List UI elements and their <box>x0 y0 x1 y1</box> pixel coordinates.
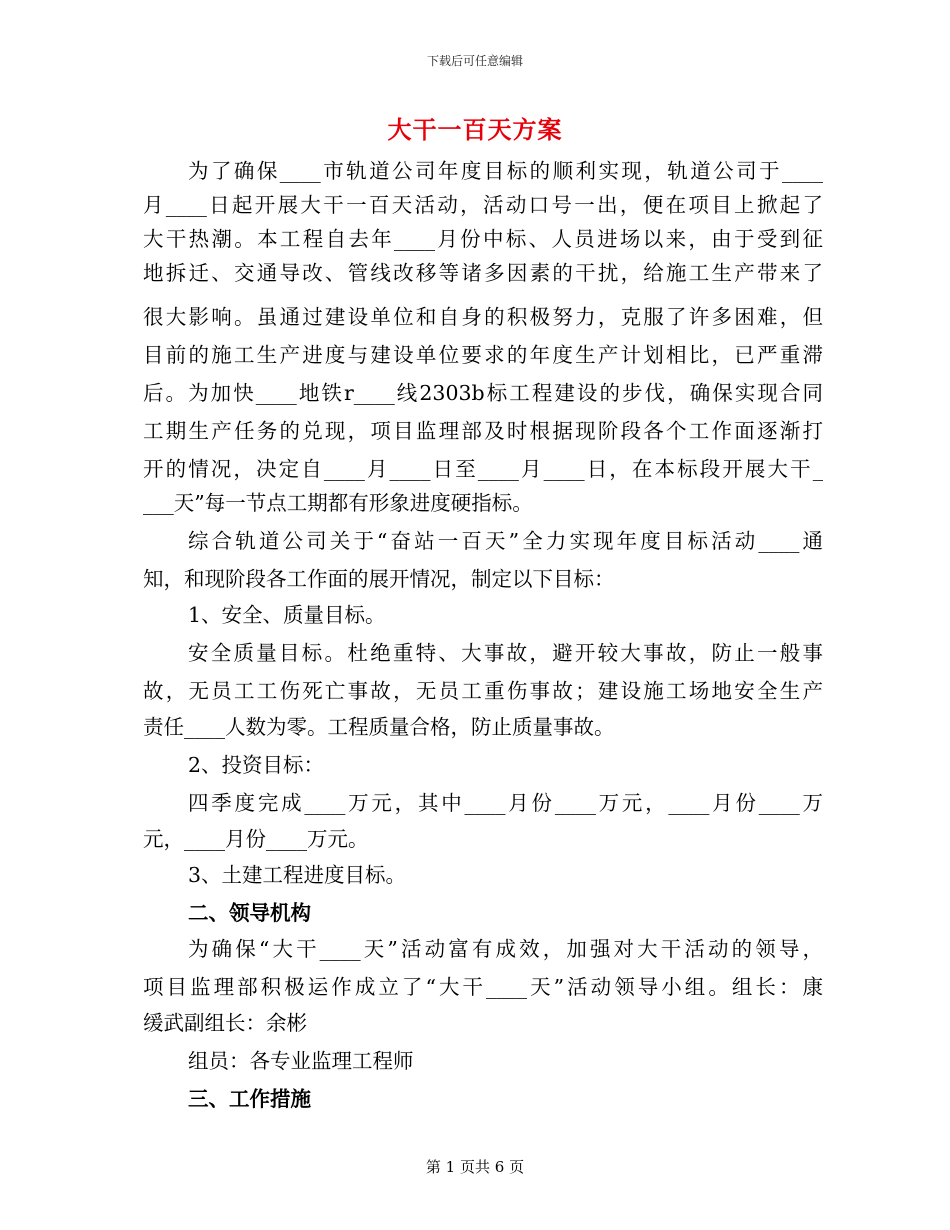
body-line: 缓武副组长：余彬 <box>143 1011 307 1035</box>
body-line: 责任____人数为零。工程质量合格，防止质量事故。 <box>143 715 615 739</box>
body-line: 综合轨道公司关于“奋站一百天”全力实现年度目标活动____通 <box>188 529 823 553</box>
body-line: 安全质量目标。杜绝重特、大事故，避开较大事故，防止一般事 <box>188 641 823 665</box>
document-title: 大干一百天方案 <box>387 115 563 144</box>
body-line: 为确保“大干____天”活动富有成效，加强对大干活动的领导， <box>188 937 823 961</box>
body-line: 很大影响。虽通过建设单位和自身的积极努力，克服了许多困难，但 <box>143 305 823 329</box>
section-heading: 二、领导机构 <box>188 901 311 925</box>
body-line: 组员：各专业监理工程师 <box>188 1049 414 1073</box>
body-line: 大干热潮。本工程自去年____月份中标、人员进场以来，由于受到征 <box>143 227 823 251</box>
body-line: 工期生产任务的兑现，项目监理部及时根据现阶段各个工作面逐渐打 <box>143 419 823 443</box>
page-footer: 第 1 页共 6 页 <box>425 1158 525 1176</box>
body-line: 后。为加快____地铁r____线2303b标工程建设的步伐，确保实现合同 <box>143 381 823 405</box>
body-line: 元，____月份____万元。 <box>143 827 369 851</box>
body-line: 月____日起开展大干一百天活动，活动口号一出，便在项目上掀起了 <box>143 193 823 217</box>
body-line: 知，和现阶段各工作面的展开情况，制定以下目标： <box>143 567 615 591</box>
body-line: 四季度完成____万元，其中____月份____万元，____月份____万 <box>188 791 823 815</box>
section-item-2: 2、投资目标： <box>188 753 325 777</box>
body-line: 开的情况，决定自____月____日至____月____日，在本标段开展大干_ <box>143 457 823 481</box>
body-line: 故，无员工工伤死亡事故，无员工重伤事故；建设施工场地安全生产 <box>143 679 823 703</box>
body-line: 项目监理部积极运作成立了“大干____天”活动领导小组。组长：康 <box>143 975 823 999</box>
body-line: 为了确保____市轨道公司年度目标的顺利实现，轨道公司于____ <box>188 159 823 183</box>
section-item-1: 1、安全、质量目标。 <box>188 603 386 627</box>
section-heading: 三、工作措施 <box>188 1087 311 1111</box>
body-line: ___天”每一节点工期都有形象进度硬指标。 <box>143 491 533 515</box>
page-header-note: 下载后可任意编辑 <box>426 54 523 68</box>
section-item-3: 3、土建工程进度目标。 <box>188 863 407 887</box>
body-line: 地拆迁、交通导改、管线改移等诸多因素的干扰，给施工生产带来了 <box>143 261 823 285</box>
body-line: 目前的施工生产进度与建设单位要求的年度生产计划相比，已严重滞 <box>143 343 823 367</box>
